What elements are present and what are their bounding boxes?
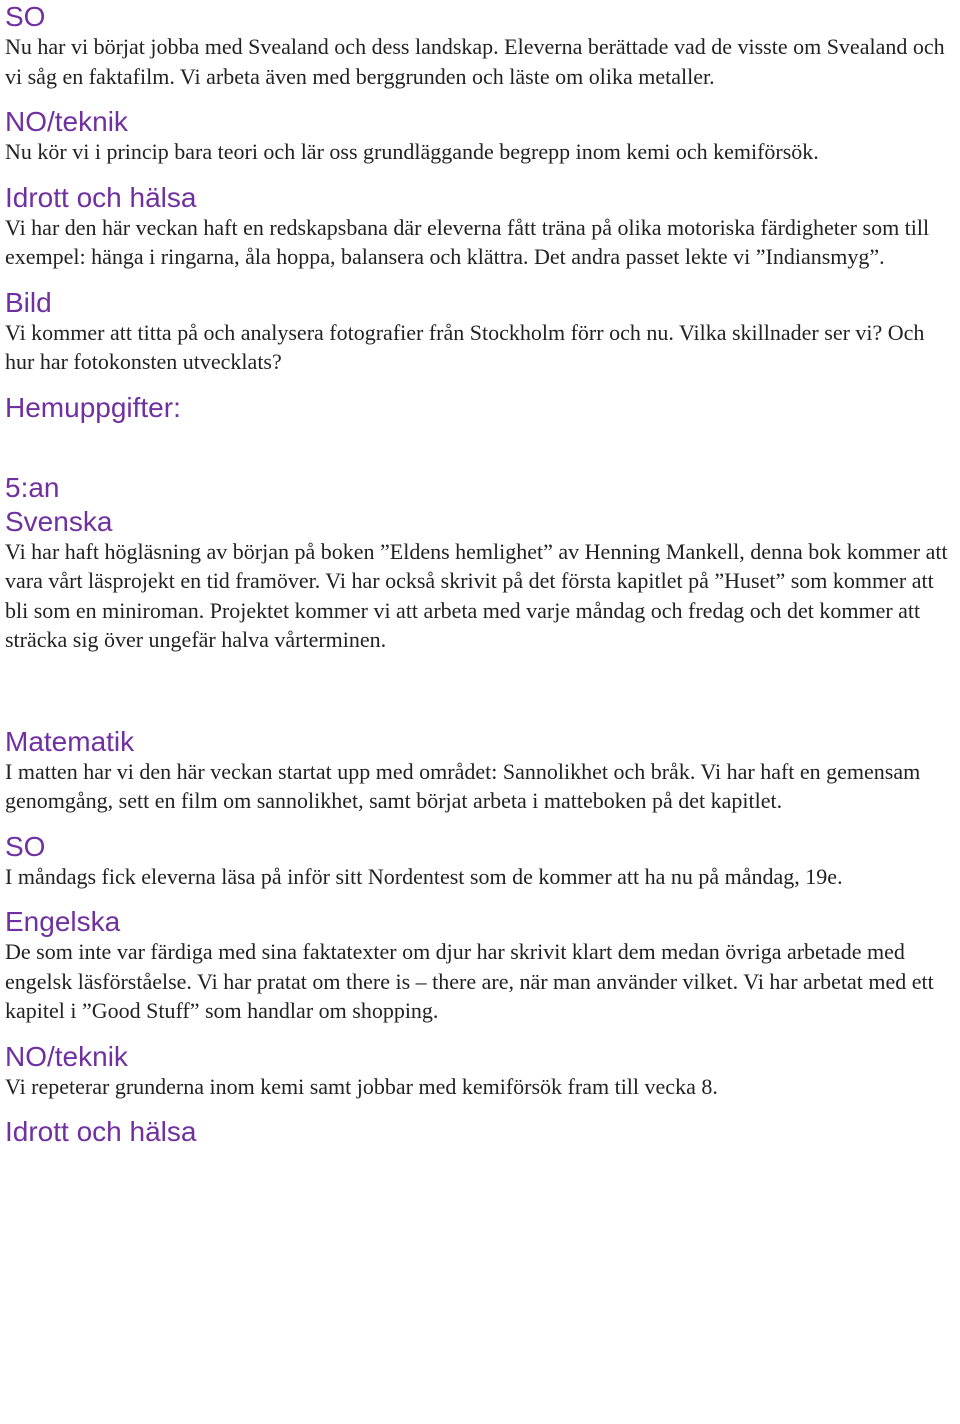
heading-5an: 5:an bbox=[5, 471, 60, 503]
heading-hemuppgifter: Hemuppgifter: bbox=[5, 391, 181, 423]
paragraph-no-teknik: Nu kör vi i princip bara teori och lär oss grundläggande begrepp inom kemi och kemiförsök. bbox=[5, 139, 819, 164]
heading-svenska: Svenska bbox=[5, 505, 113, 537]
heading-idrott: Idrott och hälsa bbox=[5, 181, 197, 213]
heading-so: SO bbox=[5, 1, 46, 32]
paragraph-so: Nu har vi börjat jobba med Svealand och dess landskap. Eleverna berättade vad de visste om Svealand och vi såg en faktafilm. Vi arbeta även med berggrunden och läste om olika metaller. bbox=[5, 34, 945, 89]
paragraph-idrott: Vi har den här veckan haft en redskapsbana där eleverna fått träna på olika motoriska färdigheter som till exempel: hänga i ringarna, åla hoppa, balansera och klättra. Det andra passet lekte vi ”Indiansmyg”. bbox=[5, 214, 930, 269]
paragraph-matematik: I matten har vi den här veckan startat upp med området: Sannolikhet och bråk. Vi har haft en gemensam genomgång, sett en film om sannolikhet, samt börjat arbeta i matteboken på det kapitlet. bbox=[5, 758, 921, 813]
heading-idrott-2: Idrott och hälsa bbox=[5, 1116, 197, 1147]
heading-engelska: Engelska bbox=[5, 906, 121, 937]
heading-no-teknik-2: NO/teknik bbox=[5, 1040, 128, 1072]
heading-so-2: SO bbox=[5, 830, 46, 862]
paragraph-engelska: De som inte var färdiga med sina faktatexter om djur har skrivit klart dem medan övriga arbetade med engelsk läsförståelse. Vi har pratat om there is – there are, när man använder vilket. Vi har arbetat med ett kapitel i ”Good Stuff” som handlar om shopping. bbox=[5, 939, 934, 1023]
paragraph-so-2: I måndags fick eleverna läsa på inför sitt Nordentest som de kommer att ha nu på måndag, 19e. bbox=[5, 863, 843, 889]
heading-matematik: Matematik bbox=[5, 725, 135, 757]
heading-bild: Bild bbox=[5, 286, 52, 318]
paragraph-bild: Vi kommer att titta på och analysera fotografier från Stockholm förr och nu. Vilka skillnader ser vi? Och hur har fotokonsten utvecklats? bbox=[5, 319, 925, 374]
heading-no-teknik: NO/teknik bbox=[5, 106, 128, 137]
paragraph-svenska: Vi har haft högläsning av början på boken ”Eldens hemlighet” av Henning Mankell, denna bok kommer att vara vårt läsprojekt en tid framöver. Vi har också skrivit på det första kapitlet på ”Huset” som kommer att bli som en miniroman. Projektet kommer vi att arbeta med varje måndag och fredag och det kommer att sträcka sig över ungefär halva vårterminen. bbox=[5, 538, 948, 652]
paragraph-no-teknik-2: Vi repeterar grunderna inom kemi samt jobbar med kemiförsök fram till vecka 8. bbox=[5, 1073, 718, 1099]
